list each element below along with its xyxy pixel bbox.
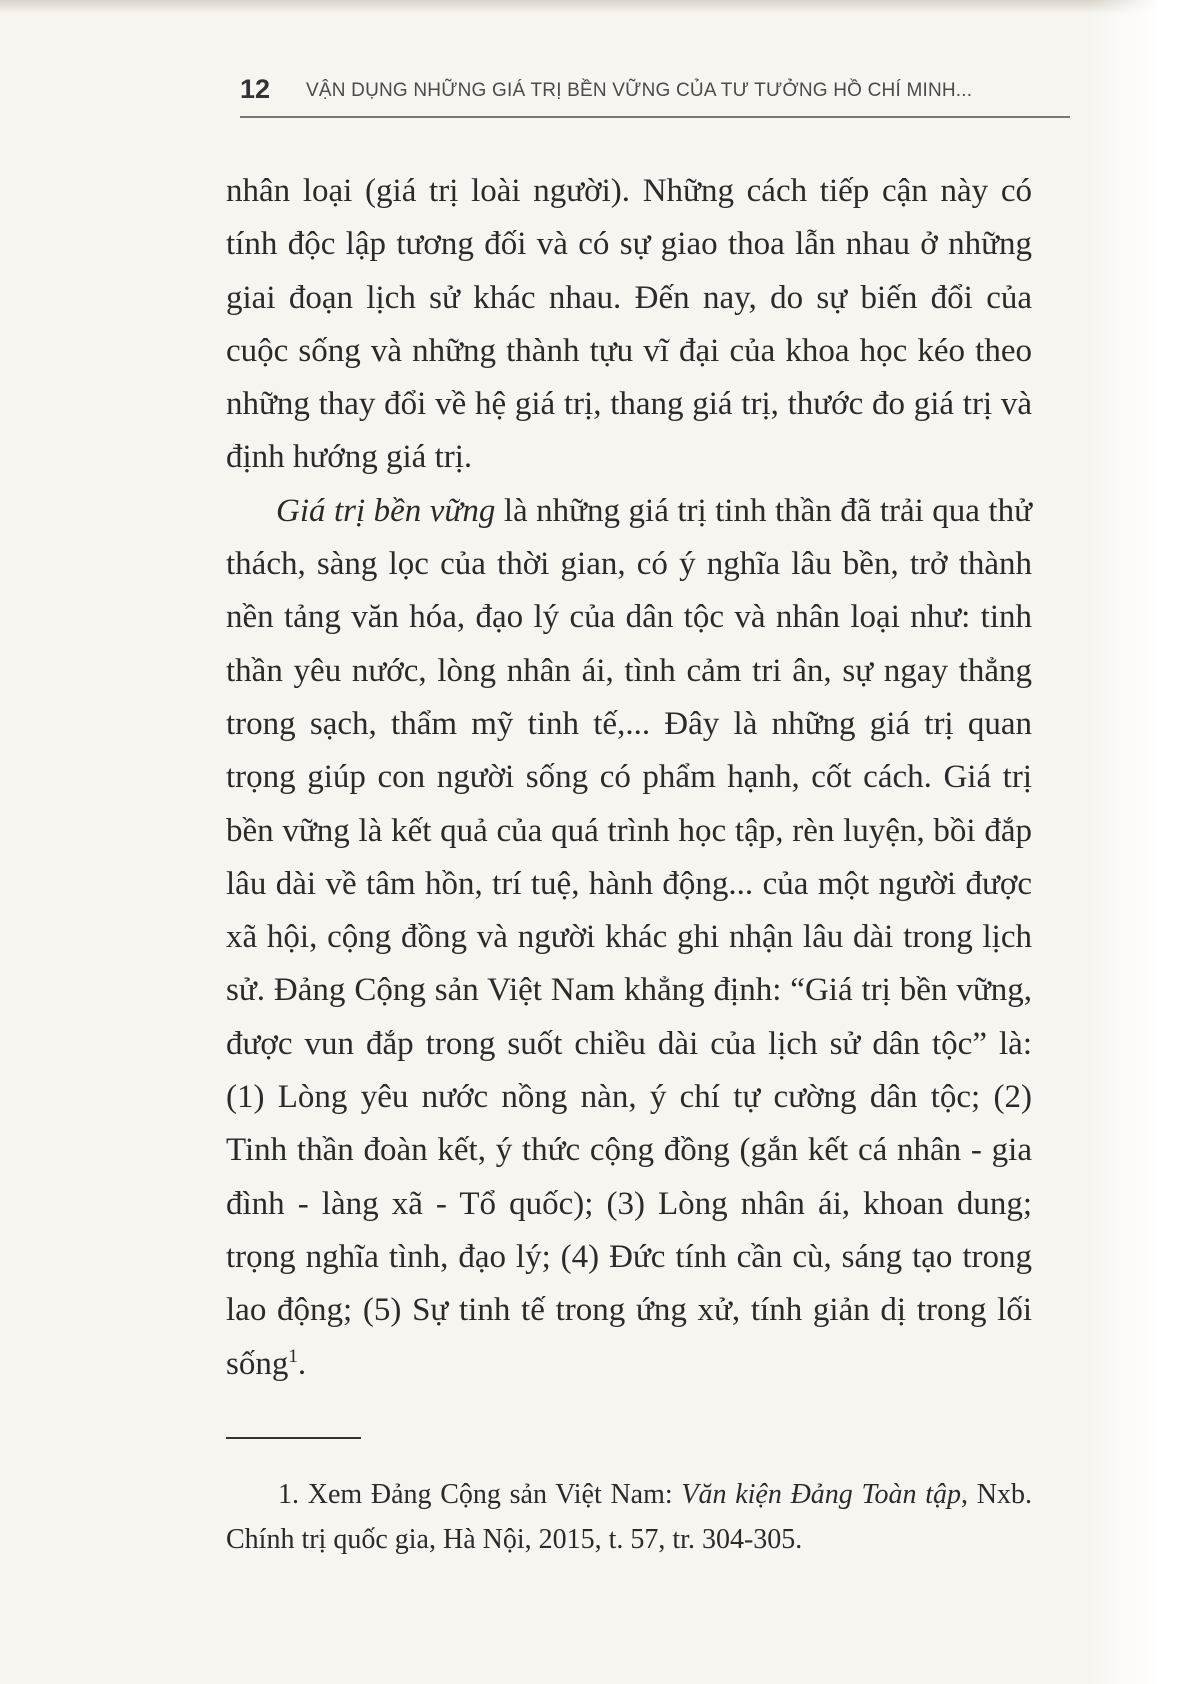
page-header xyxy=(240,74,1070,114)
paragraph-1: nhân loại (giá trị loài người). Những cách tiếp cận này có tính độc lập tương đối và có sự giao thoa lẫn nhau ở những giai đoạn lịch sử khác nhau. Đến nay, do sự biến đổi của cuộc sống và những thành tựu vĩ đại của khoa học kéo theo những thay đổi về hệ giá trị, thang giá trị, thước đo giá trị và định hướng giá trị. xyxy=(226,173,1032,476)
running-title: VẬN DỤNG NHỮNG GIÁ TRỊ BỀN VỮNG CỦA TƯ TƯỞNG HỒ CHÍ MINH... xyxy=(306,80,973,101)
page-top-edge xyxy=(0,0,1190,14)
footnote-reference[interactable]: 1 xyxy=(288,1345,298,1367)
defined-term: Giá trị bền vững xyxy=(276,492,496,529)
paragraph-2-text: là những giá trị tinh thần đã trải qua thử thách, sàng lọc của thời gian, có ý nghĩa lâu bền, trở thành nền tảng văn hóa, đạo lý của dân tộc và nhân loại như: tinh thần yêu nước, lòng nhân ái, tình cảm tri ân, sự ngay thẳng trong sạch, thẩm mỹ tinh tế,... Đây là những giá trị quan trọng giúp con người sống có phẩm hạnh, cốt cách. Giá trị bền vững là kết quả của quá trình học tập, rèn luyện, bồi đắp lâu dài về tâm hồn, trí tuệ, hành động... của một người được xã hội, cộng đồng và người khác ghi nhận lâu dài trong lịch sử. Đảng Cộng sản Việt Nam khẳng định: “Giá trị bền vững, được vun đắp trong suốt chiều dài của lịch sử dân tộc” là: (1) Lòng yêu nước nồng nàn, ý chí tự cường dân tộc; (2) Tinh thần đoàn kết, ý thức cộng đồng (gắn kết cá nhân - gia đình - làng xã - Tổ quốc); (3) Lòng nhân ái, khoan dung; trọng nghĩa tình, đạo lý; (4) Đức tính cần cù, sáng tạo trong lao động; (5) Sự tinh tế trong ứng xử, tính giản dị trong lối sống xyxy=(226,492,1032,1382)
paragraph-2-end: . xyxy=(297,1345,307,1382)
page-number: 12 xyxy=(240,74,271,104)
footnote-rule xyxy=(226,1437,361,1439)
footnote-lead: 1. Xem Đảng Cộng sản Việt Nam: xyxy=(278,1479,682,1510)
footnote xyxy=(226,1472,1032,1562)
paragraph-2 xyxy=(226,485,1032,1391)
footnote-tail: , Nxb. Chính trị quốc gia, Hà Nội, 2015, t. 57, tr. 304-305. xyxy=(226,1479,1032,1555)
page-right-edge xyxy=(1090,0,1190,1684)
body-text xyxy=(226,165,1032,1391)
footnote-work-title: Văn kiện Đảng Toàn tập xyxy=(681,1479,962,1510)
header-rule xyxy=(240,116,1070,118)
